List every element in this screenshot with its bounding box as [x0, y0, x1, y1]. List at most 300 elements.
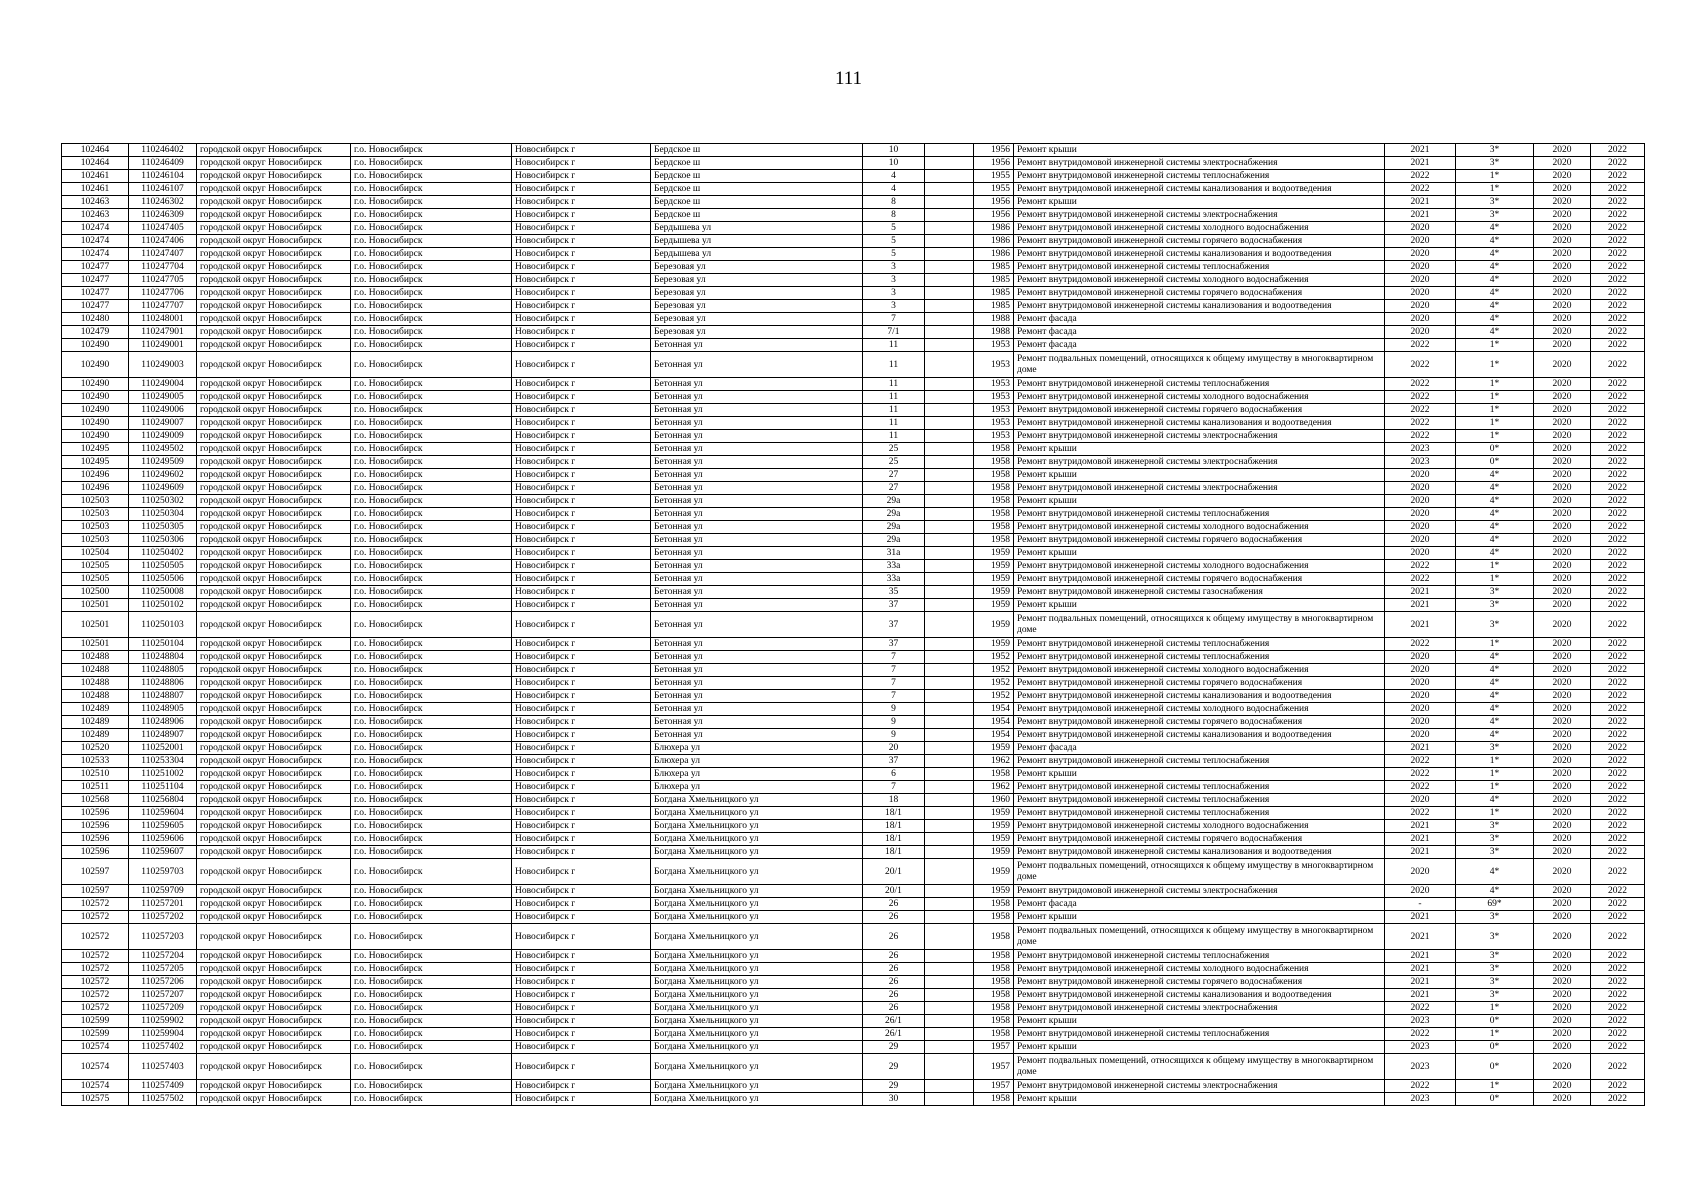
cell-period-end: 2022	[1591, 183, 1645, 196]
cell-period-end: 2022	[1591, 287, 1645, 300]
cell-street: Богдана Хмельницкого ул	[651, 807, 863, 820]
cell-period-end: 2022	[1591, 1015, 1645, 1028]
cell-building	[925, 573, 974, 586]
cell-planned-year: 2020	[1385, 534, 1456, 547]
cell-note: 4*	[1456, 716, 1534, 729]
cell-work-type: Ремонт внутридомовой инженерной системы холодного водоснабжения	[1014, 703, 1385, 716]
cell-work-type: Ремонт внутридомовой инженерной системы теплоснабжения	[1014, 755, 1385, 768]
cell-settlement: г.о. Новосибирск	[351, 703, 512, 716]
cell-house: 7/1	[863, 326, 925, 339]
cell-note: 4*	[1456, 326, 1534, 339]
cell-building	[925, 352, 974, 378]
cell-street: Бетонная ул	[651, 417, 863, 430]
cell-id: 102572	[62, 976, 129, 989]
cell-period-start: 2020	[1534, 560, 1591, 573]
cell-settlement: г.о. Новосибирск	[351, 742, 512, 755]
cell-period-end: 2022	[1591, 157, 1645, 170]
cell-period-start: 2020	[1534, 846, 1591, 859]
cell-period-start: 2020	[1534, 157, 1591, 170]
cell-settlement: г.о. Новосибирск	[351, 898, 512, 911]
cell-period-end: 2022	[1591, 573, 1645, 586]
cell-year-built: 1958	[974, 469, 1014, 482]
cell-code: 110257204	[129, 950, 197, 963]
cell-planned-year: 2023	[1385, 1093, 1456, 1106]
cell-period-start: 2020	[1534, 430, 1591, 443]
cell-municipality: городской округ Новосибирск	[197, 963, 351, 976]
table-row	[62, 729, 1645, 742]
cell-work-type: Ремонт внутридомовой инженерной системы горячего водоснабжения	[1014, 573, 1385, 586]
cell-note: 4*	[1456, 274, 1534, 287]
cell-street: Бетонная ул	[651, 443, 863, 456]
cell-work-type: Ремонт внутридомовой инженерной системы теплоснабжения	[1014, 378, 1385, 391]
cell-settlement: г.о. Новосибирск	[351, 287, 512, 300]
cell-building	[925, 612, 974, 638]
cell-note: 1*	[1456, 339, 1534, 352]
table-row	[62, 274, 1645, 287]
cell-period-end: 2022	[1591, 963, 1645, 976]
cell-year-built: 1956	[974, 157, 1014, 170]
cell-year-built: 1958	[974, 924, 1014, 950]
table-row	[62, 300, 1645, 313]
cell-municipality: городской округ Новосибирск	[197, 755, 351, 768]
cell-note: 3*	[1456, 196, 1534, 209]
cell-building	[925, 989, 974, 1002]
cell-work-type: Ремонт внутридомовой инженерной системы горячего водоснабжения	[1014, 677, 1385, 690]
cell-street: Бердышева ул	[651, 235, 863, 248]
cell-city: Новосибирск г	[512, 690, 651, 703]
cell-municipality: городской округ Новосибирск	[197, 911, 351, 924]
cell-municipality: городской округ Новосибирск	[197, 157, 351, 170]
cell-planned-year: 2020	[1385, 222, 1456, 235]
cell-house: 3	[863, 274, 925, 287]
cell-settlement: г.о. Новосибирск	[351, 1093, 512, 1106]
cell-period-start: 2020	[1534, 1015, 1591, 1028]
cell-work-type: Ремонт внутридомовой инженерной системы электроснабжения	[1014, 482, 1385, 495]
cell-period-end: 2022	[1591, 326, 1645, 339]
cell-city: Новосибирск г	[512, 638, 651, 651]
cell-street: Богдана Хмельницкого ул	[651, 1015, 863, 1028]
cell-year-built: 1959	[974, 586, 1014, 599]
cell-street: Богдана Хмельницкого ул	[651, 1093, 863, 1106]
cell-id: 102488	[62, 677, 129, 690]
cell-settlement: г.о. Новосибирск	[351, 599, 512, 612]
cell-planned-year: 2020	[1385, 326, 1456, 339]
cell-building	[925, 1054, 974, 1080]
cell-year-built: 1959	[974, 612, 1014, 638]
cell-period-end: 2022	[1591, 248, 1645, 261]
cell-settlement: г.о. Новосибирск	[351, 664, 512, 677]
cell-municipality: городской округ Новосибирск	[197, 664, 351, 677]
cell-period-end: 2022	[1591, 768, 1645, 781]
cell-id: 102599	[62, 1015, 129, 1028]
table-row	[62, 248, 1645, 261]
cell-period-start: 2020	[1534, 1080, 1591, 1093]
cell-period-start: 2020	[1534, 508, 1591, 521]
cell-house: 10	[863, 157, 925, 170]
cell-settlement: г.о. Новосибирск	[351, 1015, 512, 1028]
cell-year-built: 1985	[974, 300, 1014, 313]
cell-house: 37	[863, 755, 925, 768]
cell-period-end: 2022	[1591, 144, 1645, 157]
table-row	[62, 664, 1645, 677]
cell-street: Бердское ш	[651, 157, 863, 170]
cell-street: Бетонная ул	[651, 729, 863, 742]
cell-period-start: 2020	[1534, 885, 1591, 898]
cell-year-built: 1956	[974, 209, 1014, 222]
cell-settlement: г.о. Новосибирск	[351, 326, 512, 339]
cell-id: 102490	[62, 378, 129, 391]
cell-work-type: Ремонт внутридомовой инженерной системы электроснабжения	[1014, 157, 1385, 170]
cell-id: 102496	[62, 469, 129, 482]
cell-municipality: городской округ Новосибирск	[197, 859, 351, 885]
cell-house: 25	[863, 456, 925, 469]
cell-year-built: 1958	[974, 976, 1014, 989]
cell-planned-year: 2022	[1385, 573, 1456, 586]
cell-city: Новосибирск г	[512, 651, 651, 664]
cell-id: 102533	[62, 755, 129, 768]
cell-period-end: 2022	[1591, 339, 1645, 352]
cell-city: Новосибирск г	[512, 1028, 651, 1041]
cell-work-type: Ремонт крыши	[1014, 1041, 1385, 1054]
cell-period-end: 2022	[1591, 170, 1645, 183]
cell-city: Новосибирск г	[512, 560, 651, 573]
cell-period-start: 2020	[1534, 547, 1591, 560]
cell-id: 102477	[62, 300, 129, 313]
table-row	[62, 976, 1645, 989]
cell-city: Новосибирск г	[512, 1080, 651, 1093]
cell-building	[925, 976, 974, 989]
cell-period-start: 2020	[1534, 963, 1591, 976]
cell-street: Богдана Хмельницкого ул	[651, 989, 863, 1002]
cell-year-built: 1955	[974, 170, 1014, 183]
cell-work-type: Ремонт внутридомовой инженерной системы теплоснабжения	[1014, 1028, 1385, 1041]
cell-street: Бетонная ул	[651, 339, 863, 352]
cell-note: 4*	[1456, 794, 1534, 807]
cell-code: 110249602	[129, 469, 197, 482]
cell-note: 4*	[1456, 534, 1534, 547]
cell-city: Новосибирск г	[512, 469, 651, 482]
cell-period-start: 2020	[1534, 417, 1591, 430]
cell-id: 102572	[62, 963, 129, 976]
cell-house: 26/1	[863, 1028, 925, 1041]
cell-municipality: городской округ Новосибирск	[197, 378, 351, 391]
cell-planned-year: 2022	[1385, 781, 1456, 794]
cell-code: 110248805	[129, 664, 197, 677]
cell-planned-year: 2020	[1385, 729, 1456, 742]
cell-code: 110248906	[129, 716, 197, 729]
cell-note: 3*	[1456, 963, 1534, 976]
cell-municipality: городской округ Новосибирск	[197, 274, 351, 287]
cell-building	[925, 1041, 974, 1054]
table-row	[62, 1015, 1645, 1028]
cell-code: 110259605	[129, 820, 197, 833]
table-row	[62, 417, 1645, 430]
cell-period-start: 2020	[1534, 781, 1591, 794]
cell-settlement: г.о. Новосибирск	[351, 274, 512, 287]
table-row	[62, 547, 1645, 560]
cell-building	[925, 703, 974, 716]
cell-note: 4*	[1456, 677, 1534, 690]
cell-planned-year: 2022	[1385, 170, 1456, 183]
cell-id: 102490	[62, 352, 129, 378]
cell-planned-year: 2020	[1385, 508, 1456, 521]
cell-period-end: 2022	[1591, 950, 1645, 963]
table-row	[62, 391, 1645, 404]
cell-code: 110257205	[129, 963, 197, 976]
cell-municipality: городской округ Новосибирск	[197, 495, 351, 508]
cell-note: 3*	[1456, 599, 1534, 612]
cell-settlement: г.о. Новосибирск	[351, 846, 512, 859]
cell-work-type: Ремонт внутридомовой инженерной системы теплоснабжения	[1014, 508, 1385, 521]
cell-settlement: г.о. Новосибирск	[351, 1054, 512, 1080]
cell-planned-year: 2021	[1385, 820, 1456, 833]
cell-id: 102574	[62, 1054, 129, 1080]
cell-period-end: 2022	[1591, 924, 1645, 950]
cell-planned-year: 2020	[1385, 235, 1456, 248]
cell-code: 110250506	[129, 573, 197, 586]
cell-period-end: 2022	[1591, 456, 1645, 469]
cell-code: 110257209	[129, 1002, 197, 1015]
table-row	[62, 183, 1645, 196]
cell-id: 102474	[62, 235, 129, 248]
cell-period-start: 2020	[1534, 521, 1591, 534]
cell-house: 29	[863, 1080, 925, 1093]
cell-city: Новосибирск г	[512, 196, 651, 209]
cell-street: Бетонная ул	[651, 495, 863, 508]
cell-note: 3*	[1456, 911, 1534, 924]
cell-year-built: 1953	[974, 430, 1014, 443]
cell-street: Бетонная ул	[651, 560, 863, 573]
cell-work-type: Ремонт внутридомовой инженерной системы холодного водоснабжения	[1014, 391, 1385, 404]
cell-note: 0*	[1456, 1093, 1534, 1106]
cell-building	[925, 690, 974, 703]
cell-house: 29а	[863, 521, 925, 534]
table-body	[62, 144, 1645, 1106]
cell-house: 11	[863, 404, 925, 417]
cell-city: Новосибирск г	[512, 378, 651, 391]
cell-house: 7	[863, 677, 925, 690]
cell-building	[925, 547, 974, 560]
cell-work-type: Ремонт внутридомовой инженерной системы холодного водоснабжения	[1014, 560, 1385, 573]
cell-note: 4*	[1456, 482, 1534, 495]
cell-note: 4*	[1456, 729, 1534, 742]
cell-year-built: 1959	[974, 885, 1014, 898]
cell-house: 26/1	[863, 1015, 925, 1028]
cell-house: 26	[863, 950, 925, 963]
cell-work-type: Ремонт внутридомовой инженерной системы теплоснабжения	[1014, 807, 1385, 820]
cell-city: Новосибирск г	[512, 1041, 651, 1054]
cell-city: Новосибирск г	[512, 677, 651, 690]
cell-municipality: городской округ Новосибирск	[197, 807, 351, 820]
table-row	[62, 430, 1645, 443]
table-row	[62, 469, 1645, 482]
cell-municipality: городской округ Новосибирск	[197, 1028, 351, 1041]
cell-period-end: 2022	[1591, 911, 1645, 924]
cell-note: 4*	[1456, 703, 1534, 716]
cell-municipality: городской округ Новосибирск	[197, 898, 351, 911]
table-row	[62, 443, 1645, 456]
cell-city: Новосибирск г	[512, 508, 651, 521]
cell-note: 1*	[1456, 183, 1534, 196]
cell-id: 102495	[62, 443, 129, 456]
cell-street: Бетонная ул	[651, 508, 863, 521]
cell-municipality: городской округ Новосибирск	[197, 690, 351, 703]
cell-settlement: г.о. Новосибирск	[351, 859, 512, 885]
cell-street: Богдана Хмельницкого ул	[651, 950, 863, 963]
cell-id: 102501	[62, 599, 129, 612]
cell-planned-year: 2022	[1385, 1002, 1456, 1015]
table-row	[62, 950, 1645, 963]
cell-period-end: 2022	[1591, 833, 1645, 846]
cell-city: Новосибирск г	[512, 820, 651, 833]
cell-work-type: Ремонт внутридомовой инженерной системы теплоснабжения	[1014, 170, 1385, 183]
cell-building	[925, 651, 974, 664]
cell-municipality: городской округ Новосибирск	[197, 729, 351, 742]
cell-settlement: г.о. Новосибирск	[351, 989, 512, 1002]
cell-city: Новосибирск г	[512, 443, 651, 456]
cell-note: 4*	[1456, 261, 1534, 274]
cell-house: 29	[863, 1054, 925, 1080]
cell-period-start: 2020	[1534, 456, 1591, 469]
cell-street: Богдана Хмельницкого ул	[651, 1041, 863, 1054]
cell-settlement: г.о. Новосибирск	[351, 469, 512, 482]
cell-building	[925, 404, 974, 417]
cell-note: 1*	[1456, 417, 1534, 430]
cell-note: 1*	[1456, 638, 1534, 651]
cell-period-start: 2020	[1534, 391, 1591, 404]
cell-building	[925, 495, 974, 508]
cell-id: 102574	[62, 1041, 129, 1054]
cell-municipality: городской округ Новосибирск	[197, 521, 351, 534]
cell-period-end: 2022	[1591, 599, 1645, 612]
cell-building	[925, 599, 974, 612]
cell-city: Новосибирск г	[512, 430, 651, 443]
cell-street: Бетонная ул	[651, 521, 863, 534]
cell-code: 110250102	[129, 599, 197, 612]
table-row	[62, 742, 1645, 755]
cell-settlement: г.о. Новосибирск	[351, 521, 512, 534]
cell-building	[925, 313, 974, 326]
cell-period-end: 2022	[1591, 495, 1645, 508]
cell-note: 3*	[1456, 612, 1534, 638]
cell-work-type: Ремонт фасада	[1014, 339, 1385, 352]
cell-settlement: г.о. Новосибирск	[351, 833, 512, 846]
cell-settlement: г.о. Новосибирск	[351, 183, 512, 196]
cell-period-end: 2022	[1591, 612, 1645, 638]
cell-street: Бетонная ул	[651, 352, 863, 378]
page-number: 111	[834, 68, 863, 89]
cell-period-end: 2022	[1591, 521, 1645, 534]
cell-id: 102474	[62, 248, 129, 261]
cell-city: Новосибирск г	[512, 417, 651, 430]
cell-city: Новосибирск г	[512, 1093, 651, 1106]
cell-code: 110250304	[129, 508, 197, 521]
cell-period-end: 2022	[1591, 976, 1645, 989]
cell-code: 110250008	[129, 586, 197, 599]
cell-id: 102520	[62, 742, 129, 755]
cell-house: 26	[863, 989, 925, 1002]
cell-work-type: Ремонт внутридомовой инженерной системы холодного водоснабжения	[1014, 820, 1385, 833]
cell-street: Богдана Хмельницкого ул	[651, 885, 863, 898]
cell-period-end: 2022	[1591, 677, 1645, 690]
table-row	[62, 287, 1645, 300]
cell-period-start: 2020	[1534, 833, 1591, 846]
cell-street: Блюхера ул	[651, 742, 863, 755]
cell-id: 102503	[62, 521, 129, 534]
cell-code: 110247707	[129, 300, 197, 313]
cell-year-built: 1953	[974, 391, 1014, 404]
cell-settlement: г.о. Новосибирск	[351, 560, 512, 573]
cell-municipality: городской округ Новосибирск	[197, 300, 351, 313]
cell-note: 1*	[1456, 781, 1534, 794]
cell-year-built: 1957	[974, 1054, 1014, 1080]
cell-settlement: г.о. Новосибирск	[351, 404, 512, 417]
cell-city: Новосибирск г	[512, 170, 651, 183]
cell-year-built: 1958	[974, 1093, 1014, 1106]
cell-code: 110259904	[129, 1028, 197, 1041]
cell-work-type: Ремонт внутридомовой инженерной системы электроснабжения	[1014, 456, 1385, 469]
cell-note: 3*	[1456, 820, 1534, 833]
cell-building	[925, 859, 974, 885]
cell-work-type: Ремонт внутридомовой инженерной системы электроснабжения	[1014, 1002, 1385, 1015]
cell-municipality: городской округ Новосибирск	[197, 391, 351, 404]
cell-id: 102463	[62, 196, 129, 209]
cell-building	[925, 1080, 974, 1093]
cell-planned-year: 2020	[1385, 482, 1456, 495]
cell-street: Бетонная ул	[651, 391, 863, 404]
cell-work-type: Ремонт фасада	[1014, 326, 1385, 339]
cell-house: 27	[863, 469, 925, 482]
cell-code: 110247705	[129, 274, 197, 287]
cell-street: Бетонная ул	[651, 430, 863, 443]
cell-planned-year: 2022	[1385, 183, 1456, 196]
cell-period-start: 2020	[1534, 404, 1591, 417]
cell-house: 11	[863, 391, 925, 404]
cell-planned-year: 2021	[1385, 157, 1456, 170]
cell-period-end: 2022	[1591, 547, 1645, 560]
cell-period-end: 2022	[1591, 235, 1645, 248]
cell-period-start: 2020	[1534, 339, 1591, 352]
cell-building	[925, 534, 974, 547]
cell-street: Богдана Хмельницкого ул	[651, 1080, 863, 1093]
cell-settlement: г.о. Новосибирск	[351, 911, 512, 924]
table-row	[62, 768, 1645, 781]
cell-work-type: Ремонт внутридомовой инженерной системы канализования и водоотведения	[1014, 989, 1385, 1002]
cell-city: Новосибирск г	[512, 313, 651, 326]
cell-code: 110249006	[129, 404, 197, 417]
cell-planned-year: 2023	[1385, 443, 1456, 456]
cell-period-start: 2020	[1534, 1028, 1591, 1041]
cell-note: 4*	[1456, 690, 1534, 703]
cell-id: 102596	[62, 833, 129, 846]
table-row	[62, 963, 1645, 976]
cell-year-built: 1958	[974, 508, 1014, 521]
cell-period-end: 2022	[1591, 1080, 1645, 1093]
cell-planned-year: 2020	[1385, 885, 1456, 898]
cell-id: 102477	[62, 274, 129, 287]
cell-building	[925, 443, 974, 456]
cell-settlement: г.о. Новосибирск	[351, 690, 512, 703]
cell-building	[925, 235, 974, 248]
cell-settlement: г.о. Новосибирск	[351, 534, 512, 547]
cell-municipality: городской округ Новосибирск	[197, 196, 351, 209]
cell-period-end: 2022	[1591, 859, 1645, 885]
cell-id: 102461	[62, 183, 129, 196]
cell-planned-year: 2022	[1385, 378, 1456, 391]
cell-house: 11	[863, 378, 925, 391]
cell-planned-year: 2022	[1385, 404, 1456, 417]
cell-id: 102501	[62, 612, 129, 638]
